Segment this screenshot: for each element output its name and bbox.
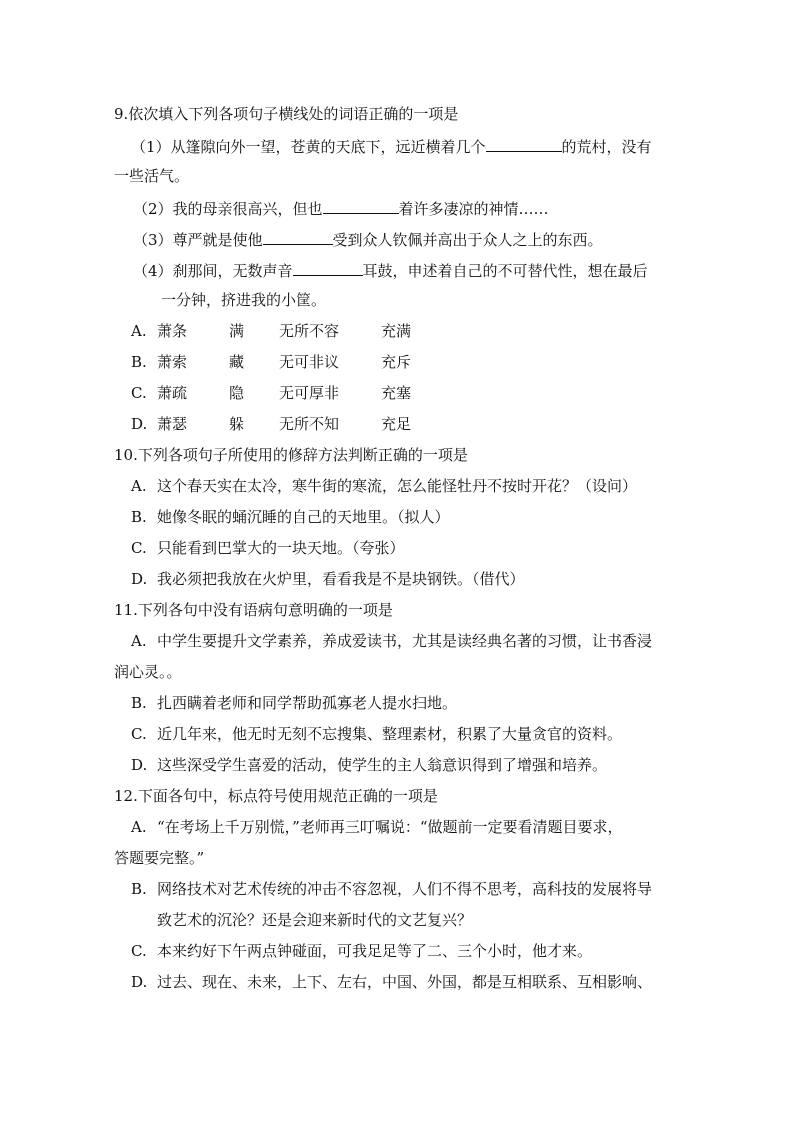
option-letter: C. — [131, 725, 147, 743]
q11-option-a-cont: 润心灵。。 — [114, 663, 182, 681]
option-letter: A. — [131, 818, 147, 836]
q9-sentence-1-cont: 一些活气。 — [114, 167, 190, 185]
q9-c-w4: 充塞 — [381, 384, 412, 402]
q10-b-text: 她像冬眠的蛹沉睡的自己的天地里。（拟人） — [157, 508, 450, 526]
q9-a-w2: 满 — [229, 322, 245, 340]
q9-b-w2: 藏 — [229, 353, 245, 371]
q12-option-c — [131, 941, 592, 961]
q12-option-a — [131, 817, 623, 837]
q9-c-w2: 隐 — [229, 384, 245, 402]
option-letter: D. — [131, 973, 148, 991]
q10-c-text: 只能看到巴掌大的一块天地。（夸张） — [157, 539, 405, 557]
q9-s3-text-b: 受到众人钦佩并高出于众人之上的东西。 — [332, 231, 603, 249]
q10-option-d — [131, 569, 525, 589]
q9-d-w1: 萧瑟 — [157, 415, 188, 433]
option-letter: C. — [131, 942, 147, 960]
q11-stem: 11.下列各句中没有语病句意明确的一项是 — [114, 601, 393, 619]
q9-s1-text-b: 的荒村，没有 — [561, 138, 652, 156]
q9-s4-text-a: （4）刹那间，无数声音 — [133, 262, 293, 280]
q9-d-w4: 充足 — [381, 415, 412, 433]
q11-option-b — [131, 693, 457, 713]
q9-s2-text-a: （2）我的母亲很高兴，但也 — [133, 200, 323, 218]
q9-option-a — [131, 321, 411, 341]
q11-option-c — [131, 724, 622, 744]
q9-s2-blank — [323, 197, 399, 214]
q12-option-b-cont: 致艺术的沉沦？还是会迎来新时代的文艺复兴？ — [157, 911, 473, 929]
q9-sentence-2 — [133, 197, 549, 219]
q9-d-w2: 躲 — [229, 415, 245, 433]
q9-b-w4: 充斥 — [381, 353, 412, 371]
q9-b-w1: 萧索 — [157, 353, 188, 371]
q9-a-w4: 充满 — [381, 322, 412, 340]
q10-option-b — [131, 507, 450, 527]
option-letter: D. — [131, 756, 148, 774]
option-letter: B. — [131, 694, 147, 712]
q12-c-text: 本来约好下午两点钟碰面，可我足足等了二、三个小时，他才来。 — [157, 942, 593, 960]
q12-option-b — [131, 879, 652, 899]
q12-b-text: 网络技术对艺术传统的冲击不容忽视，人们不得不思考，高科技的发展将导 — [157, 880, 653, 898]
q9-a-w3: 无所不容 — [279, 322, 340, 340]
q11-b-text: 扎西瞒着老师和同学帮助孤寡老人提水扫地。 — [157, 694, 458, 712]
q10-option-a — [131, 476, 637, 496]
q9-s3-blank — [263, 228, 333, 245]
option-letter: B. — [131, 353, 147, 371]
q9-s1-blank — [486, 135, 562, 152]
q9-s4-blank — [293, 259, 363, 276]
q9-s4-text-b: 耳鼓，申述着自己的不可替代性，想在最后 — [362, 262, 648, 280]
option-letter: A. — [131, 322, 147, 340]
q12-d-text: 过去、现在、未来，上下、左右，中国、外国，都是互相联系、互相影响、 — [157, 973, 653, 991]
q9-b-w3: 无可非议 — [279, 353, 340, 371]
q11-a-text: 中学生要提升文学素养，养成爱读书，尤其是读经典名著的习惯，让书香浸 — [157, 632, 653, 650]
q11-c-text: 近几年来，他无时无刻不忘搜集、整理素材，积累了大量贪官的资料。 — [157, 725, 623, 743]
q11-d-text: 这些深受学生喜爱的活动，使学生的主人翁意识得到了增强和培养。 — [157, 756, 608, 774]
q9-d-w3: 无所不知 — [279, 415, 340, 433]
q12-stem: 12.下面各句中，标点符号使用规范正确的一项是 — [114, 787, 438, 805]
option-letter: D. — [131, 570, 148, 588]
q9-s2-text-b: 着许多凄凉的神情…… — [398, 200, 549, 218]
q10-d-text: 我必须把我放在火炉里，看看我是不是块钢铁。（借代） — [157, 570, 525, 588]
q12-a-text: “在考场上千万别慌，”老师再三叮嘱说：“做题前一定要看清题目要求， — [157, 818, 623, 836]
q9-sentence-4 — [133, 259, 648, 281]
q9-option-b — [131, 352, 411, 372]
option-letter: D. — [131, 415, 148, 433]
q9-sentence-1 — [131, 135, 652, 157]
q10-a-text: 这个春天实在太冷，寒牛街的寒流，怎么能怪牡丹不按时开花？（设问） — [157, 477, 638, 495]
q9-option-d — [131, 414, 411, 434]
q9-c-w3: 无可厚非 — [279, 384, 340, 402]
q9-stem: 9.依次填入下列各项句子横线处的词语正确的一项是 — [114, 105, 459, 123]
option-letter: C. — [131, 384, 147, 402]
q9-sentence-3 — [133, 228, 603, 250]
q9-s3-text-a: （3）尊严就是使他 — [133, 231, 263, 249]
q9-s1-text-a: （1）从篷隙向外一望，苍黄的天底下，远近横着几个 — [131, 138, 486, 156]
q12-option-d — [131, 972, 652, 992]
option-letter: C. — [131, 539, 147, 557]
option-letter: B. — [131, 880, 147, 898]
q11-option-a — [131, 631, 652, 651]
option-letter: A. — [131, 632, 147, 650]
q10-stem: 10.下列各项句子所使用的修辞方法判断正确的一项是 — [114, 446, 468, 464]
q9-option-c — [131, 383, 411, 403]
q9-a-w1: 萧条 — [157, 322, 188, 340]
option-letter: A. — [131, 477, 147, 495]
q9-sentence-4-cont: 一分钟，挤进我的小筐。 — [161, 291, 327, 309]
q10-option-c — [131, 538, 405, 558]
q11-option-d — [131, 755, 607, 775]
q12-option-a-cont: 答题要完整。” — [114, 849, 205, 867]
q9-c-w1: 萧疏 — [157, 384, 188, 402]
option-letter: B. — [131, 508, 147, 526]
